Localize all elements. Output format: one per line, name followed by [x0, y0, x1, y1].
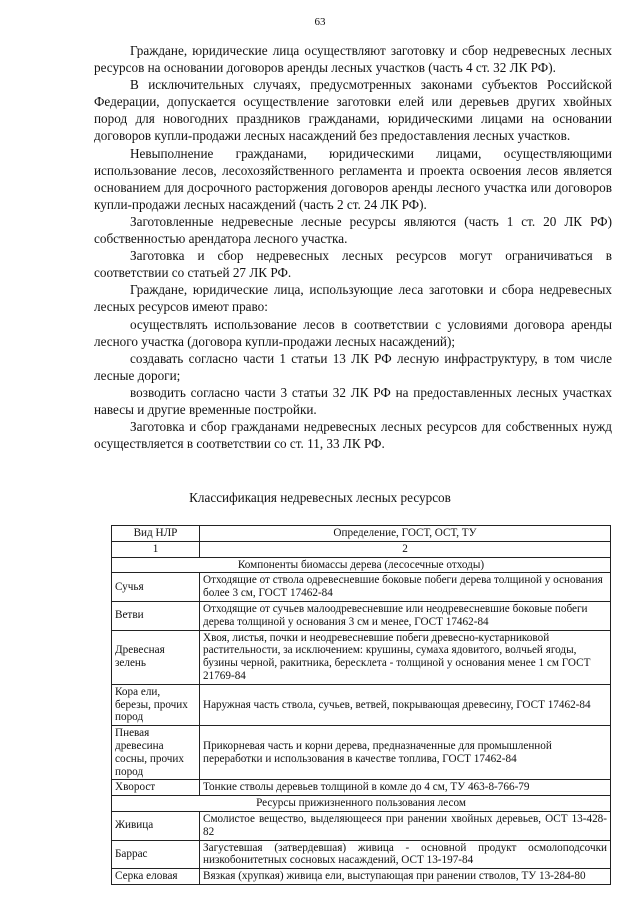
nlr-definition: Прикорневая часть и корни дерева, предназначенные для промышленной переработки и использования в качестве топлива, ГОСТ 17462-84	[200, 726, 611, 780]
nlr-type: Живица	[112, 811, 200, 840]
table-row	[112, 684, 611, 725]
nlr-type: Баррас	[112, 840, 200, 869]
table-row	[112, 726, 611, 780]
table-row	[112, 840, 611, 869]
nlr-definition: Вязкая (хрупкая) живица ели, выступающая при ранении стволов, ТУ 13-284-80	[200, 869, 611, 885]
paragraph: Невыполнение гражданами, юридическими лицами, осуществляющими использование лесов, лесохозяйственного регламента и проекта освоения лесов является основанием для досрочного расторжения договоров аренды лесного участка или договоров купли-продажи лесных насаждений (часть 2 ст. 24 ЛК РФ).	[94, 145, 612, 212]
column-number-row	[112, 541, 611, 557]
paragraph: Граждане, юридические лица, использующие леса заготовки и сбора недревесных лесных ресурсов имеют право:	[94, 282, 612, 315]
nlr-definition: Наружная часть ствола, сучьев, ветвей, покрывающая древесину, ГОСТ 17462-84	[200, 684, 611, 725]
body-text	[94, 42, 612, 452]
nlr-definition: Отходящие от сучьев малоодревесневшие или неодревесневшие боковые побеги дерева толщиной у основания 3 см и менее, ГОСТ 17462-84	[200, 601, 611, 630]
table-title: Классификация недревесных лесных ресурсов	[189, 490, 451, 505]
nlr-definition: Хвоя, листья, почки и неодревесневшие побеги древесно-кустарниковой растительности, за исключением: крушины, сумаха ядовитого, волчьей ягоды, бузины черной, ракитника, бересклета - толщиной у основания менее 1 см ГОСТ 21769-84	[200, 630, 611, 684]
page-number: 63	[314, 16, 326, 28]
paragraph: создавать согласно части 1 статьи 13 ЛК РФ лесную инфраструктуру, в том числе лесные дороги;	[94, 350, 612, 383]
paragraph: Заготовка и сбор гражданами недревесных лесных ресурсов для собственных нужд осуществляется в соответствии со ст. 11, 33 ЛК РФ.	[94, 419, 612, 452]
section-title: Компоненты биомассы дерева (лесосечные отходы)	[112, 557, 611, 573]
nlr-type: Кора ели, березы, прочих пород	[112, 684, 200, 725]
table-row	[112, 811, 611, 840]
nlr-type: Серка еловая	[112, 869, 200, 885]
column-number: 1	[112, 541, 200, 557]
table-row	[112, 573, 611, 602]
paragraph: Граждане, юридические лица осуществляют заготовку и сбор недревесных лесных ресурсов на основании договоров аренды лесных участков (часть 4 ст. 32 ЛК РФ).	[94, 43, 612, 76]
section-title: Ресурсы прижизненного пользования лесом	[112, 796, 611, 812]
column-number: 2	[200, 541, 611, 557]
paragraph: Заготовленные недревесные лесные ресурсы являются (часть 1 ст. 20 ЛК РФ) собственностью арендатора лесного участка.	[94, 213, 612, 247]
nlr-definition: Тонкие стволы деревьев толщиной в комле до 4 см, ТУ 463-8-766-79	[200, 780, 611, 796]
paragraph: В исключительных случаях, предусмотренных законами субъектов Российской Федерации, допускается осуществление заготовки елей или деревьев других хвойных пород для новогодних праздников гражданами, юридическими лицами на основании договоров купли-продажи лесных насаждений без предоставления лесных участков.	[94, 77, 612, 144]
table-row	[112, 780, 611, 796]
nlr-definition: Смолистое вещество, выделяющееся при ранении хвойных деревьев, ОСТ 13-428-82	[200, 811, 611, 840]
nlr-type: Древесная зелень	[112, 630, 200, 684]
paragraph: Заготовка и сбор недревесных лесных ресурсов могут ограничиваться в соответствии со статьей 27 ЛК РФ.	[94, 248, 612, 281]
nlr-type: Ветви	[112, 601, 200, 630]
paragraph: осуществлять использование лесов в соответствии с условиями договора аренды лесного участка (договора купли-продажи лесных насаждений);	[94, 316, 612, 349]
paragraph: возводить согласно части 3 статьи 32 ЛК РФ на предоставленных лесных участках навесы и другие временные постройки.	[94, 384, 612, 417]
header-definition: Определение, ГОСТ, ОСТ, ТУ	[200, 526, 611, 542]
nlr-type: Сучья	[112, 573, 200, 602]
section-row	[112, 557, 611, 573]
table-row	[112, 869, 611, 885]
nlr-definition: Отходящие от ствола одревесневшие боковые побеги дерева толщиной у основания более 3 см, ГОСТ 17462-84	[200, 573, 611, 602]
header-type: Вид НЛР	[112, 526, 200, 542]
table-row	[112, 630, 611, 684]
nlr-type: Хворост	[112, 780, 200, 796]
section-row	[112, 796, 611, 812]
table-header-row	[112, 526, 611, 542]
nlr-type: Пневая древесина сосны, прочих пород	[112, 726, 200, 780]
table-row	[112, 601, 611, 630]
classification-table	[111, 525, 611, 885]
nlr-definition: Загустевшая (затвердевшая) живица - основной продукт осмолоподсочки низкобонитетных сосновых насаждений, ОСТ 13-197-84	[200, 840, 611, 869]
